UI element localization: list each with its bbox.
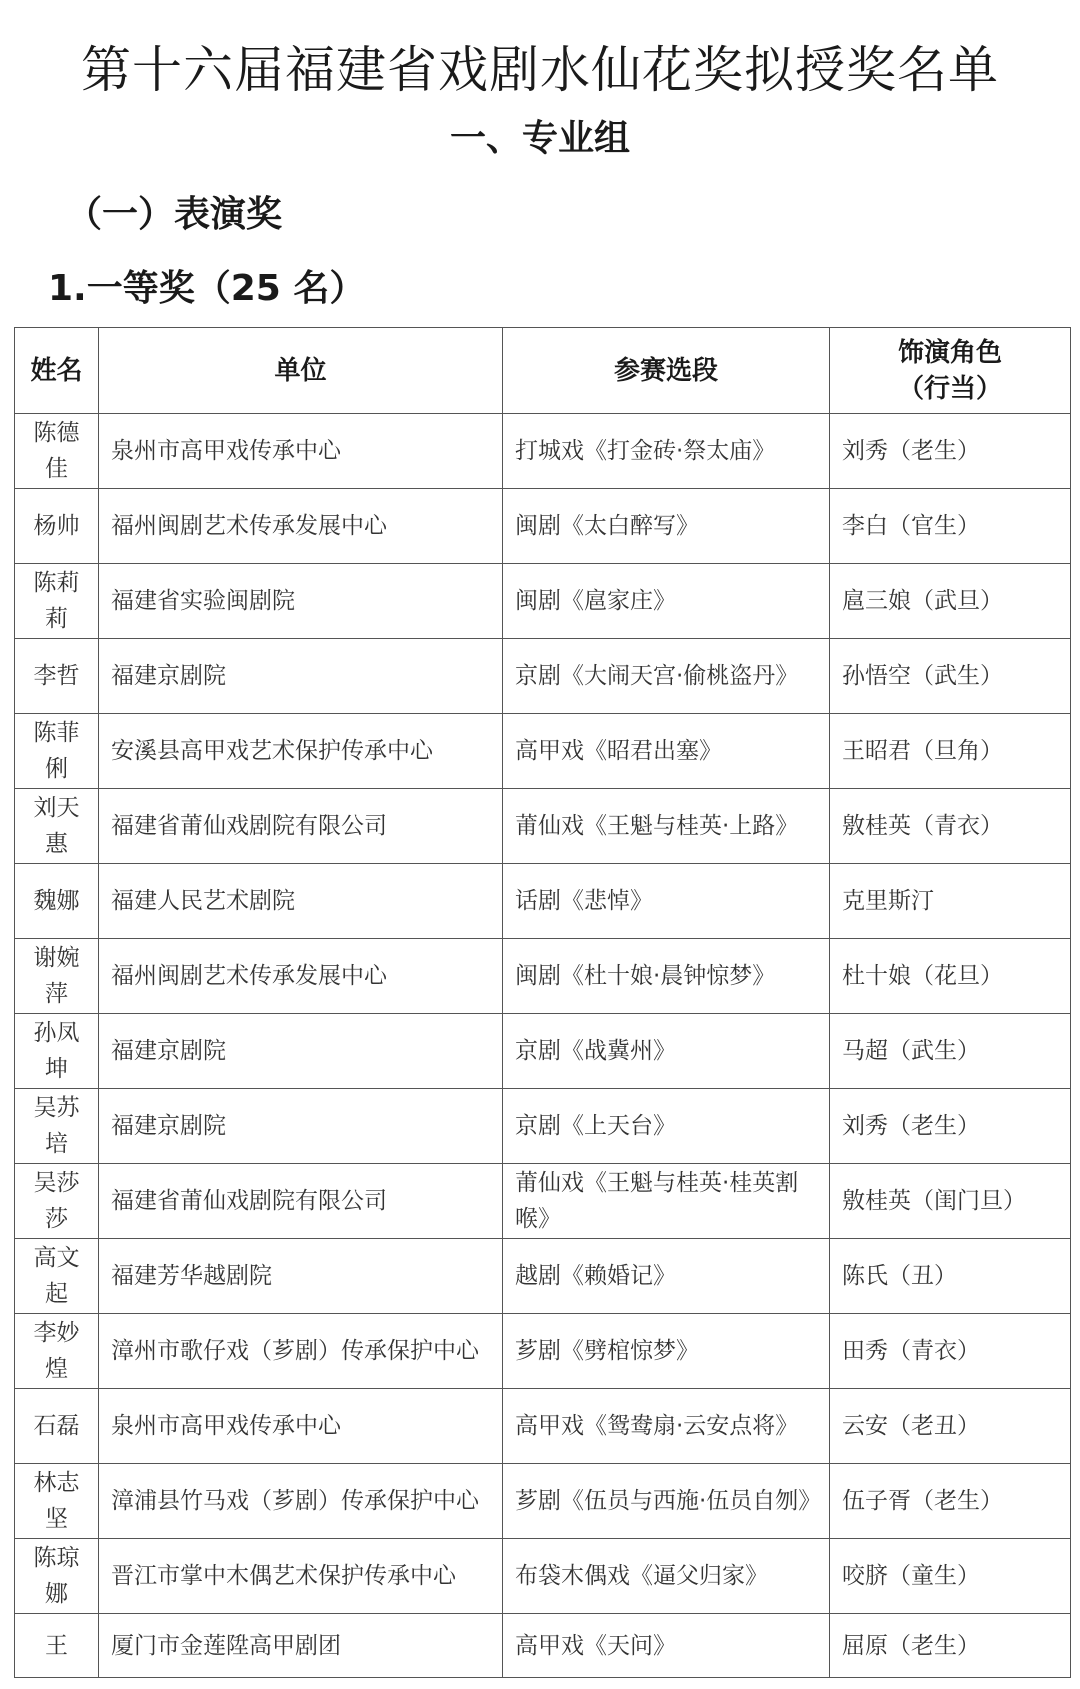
cell-role: 伍子胥（老生） <box>830 1464 1071 1539</box>
cell-unit: 福建芳华越剧院 <box>99 1239 503 1314</box>
table-row <box>15 489 1071 564</box>
header-role-line1: 饰演角色 <box>897 337 1002 368</box>
cell-role: 李白（官生） <box>830 489 1071 564</box>
cell-name: 谢婉萍 <box>15 939 99 1014</box>
cell-piece: 莆仙戏《王魁与桂英·桂英割喉》 <box>503 1164 830 1239</box>
table-row <box>15 1389 1071 1464</box>
cell-unit: 泉州市高甲戏传承中心 <box>99 414 503 489</box>
cell-unit: 泉州市高甲戏传承中心 <box>99 1389 503 1464</box>
header-piece: 参赛选段 <box>503 328 830 414</box>
cell-piece: 高甲戏《天问》 <box>503 1614 830 1678</box>
cell-role: 孙悟空（武生） <box>830 639 1071 714</box>
table-row <box>15 789 1071 864</box>
cell-name: 高文起 <box>15 1239 99 1314</box>
cell-role: 陈氏（丑） <box>830 1239 1071 1314</box>
cell-name: 吴苏培 <box>15 1089 99 1164</box>
cell-piece: 话剧《悲悼》 <box>503 864 830 939</box>
cell-role: 克里斯汀 <box>830 864 1071 939</box>
cell-unit: 福州闽剧艺术传承发展中心 <box>99 939 503 1014</box>
cell-piece: 布袋木偶戏《逼父归家》 <box>503 1539 830 1614</box>
table-row <box>15 414 1071 489</box>
cell-unit: 福建省莆仙戏剧院有限公司 <box>99 1164 503 1239</box>
document-title: 第十六届福建省戏剧水仙花奖拟授奖名单 <box>81 41 999 99</box>
cell-unit: 福建省莆仙戏剧院有限公司 <box>99 789 503 864</box>
cell-unit: 漳州市歌仔戏（芗剧）传承保护中心 <box>99 1314 503 1389</box>
cell-piece: 芗剧《劈棺惊梦》 <box>503 1314 830 1389</box>
cell-unit: 福建人民艺术剧院 <box>99 864 503 939</box>
award-table <box>14 327 1071 1678</box>
cell-unit: 福建京剧院 <box>99 639 503 714</box>
header-role-line2: （行当） <box>897 373 1002 404</box>
table-row <box>15 864 1071 939</box>
cell-role: 王昭君（旦角） <box>830 714 1071 789</box>
cell-piece: 京剧《大闹天宫·偷桃盗丹》 <box>503 639 830 714</box>
table-row <box>15 639 1071 714</box>
cell-role: 云安（老丑） <box>830 1389 1071 1464</box>
cell-name: 陈德佳 <box>15 414 99 489</box>
header-name: 姓名 <box>15 328 99 414</box>
cell-piece: 莆仙戏《王魁与桂英·上路》 <box>503 789 830 864</box>
table-row <box>15 714 1071 789</box>
cell-name: 刘天惠 <box>15 789 99 864</box>
cell-name: 石磊 <box>15 1389 99 1464</box>
table-row <box>15 1239 1071 1314</box>
cell-unit: 晋江市掌中木偶艺术保护传承中心 <box>99 1539 503 1614</box>
award-heading: 1.一等奖（25 名） <box>48 268 366 309</box>
cell-role: 马超（武生） <box>830 1014 1071 1089</box>
cell-name: 孙凤坤 <box>15 1014 99 1089</box>
cell-name: 陈琼娜 <box>15 1539 99 1614</box>
cell-unit: 福建京剧院 <box>99 1089 503 1164</box>
cell-piece: 芗剧《伍员与西施·伍员自刎》 <box>503 1464 830 1539</box>
header-row <box>15 328 1071 414</box>
table-row <box>15 564 1071 639</box>
cell-unit: 漳浦县竹马戏（芗剧）传承保护中心 <box>99 1464 503 1539</box>
cell-piece: 京剧《战冀州》 <box>503 1014 830 1089</box>
cell-unit: 厦门市金莲陞高甲剧团 <box>99 1614 503 1678</box>
cell-piece: 京剧《上天台》 <box>503 1089 830 1164</box>
cell-name: 陈莉莉 <box>15 564 99 639</box>
cell-role: 刘秀（老生） <box>830 1089 1071 1164</box>
cell-name: 魏娜 <box>15 864 99 939</box>
cell-role: 杜十娘（花旦） <box>830 939 1071 1014</box>
table-header <box>15 328 1071 414</box>
cell-piece: 闽剧《杜十娘·晨钟惊梦》 <box>503 939 830 1014</box>
cell-unit: 福建京剧院 <box>99 1014 503 1089</box>
cell-role: 田秀（青衣） <box>830 1314 1071 1389</box>
cell-role: 敫桂英（青衣） <box>830 789 1071 864</box>
cell-name: 林志坚 <box>15 1464 99 1539</box>
table-row <box>15 1464 1071 1539</box>
cell-name: 李妙煌 <box>15 1314 99 1389</box>
cell-name: 杨帅 <box>15 489 99 564</box>
table-row <box>15 939 1071 1014</box>
table-row <box>15 1314 1071 1389</box>
table-body <box>15 414 1071 1678</box>
subsection-heading: （一）表演奖 <box>66 194 283 235</box>
header-unit: 单位 <box>99 328 503 414</box>
cell-unit: 福建省实验闽剧院 <box>99 564 503 639</box>
table-row <box>15 1164 1071 1239</box>
cell-piece: 闽剧《太白醉写》 <box>503 489 830 564</box>
cell-role: 刘秀（老生） <box>830 414 1071 489</box>
header-role <box>830 328 1071 414</box>
table-row <box>15 1614 1071 1678</box>
cell-piece: 闽剧《扈家庄》 <box>503 564 830 639</box>
cell-role: 咬脐（童生） <box>830 1539 1071 1614</box>
cell-piece: 打城戏《打金砖·祭太庙》 <box>503 414 830 489</box>
cell-unit: 福州闽剧艺术传承发展中心 <box>99 489 503 564</box>
table-row <box>15 1539 1071 1614</box>
section-heading: 一、专业组 <box>449 118 630 159</box>
cell-role: 敫桂英（闺门旦） <box>830 1164 1071 1239</box>
cell-role: 扈三娘（武旦） <box>830 564 1071 639</box>
table-row <box>15 1014 1071 1089</box>
cell-role: 屈原（老生） <box>830 1614 1071 1678</box>
cell-piece: 高甲戏《鸳鸯扇·云安点将》 <box>503 1389 830 1464</box>
cell-piece: 越剧《赖婚记》 <box>503 1239 830 1314</box>
cell-piece: 高甲戏《昭君出塞》 <box>503 714 830 789</box>
table-row <box>15 1089 1071 1164</box>
cell-name: 王 <box>15 1614 99 1678</box>
cell-name: 李哲 <box>15 639 99 714</box>
cell-name: 陈菲俐 <box>15 714 99 789</box>
cell-unit: 安溪县高甲戏艺术保护传承中心 <box>99 714 503 789</box>
cell-name: 吴莎莎 <box>15 1164 99 1239</box>
